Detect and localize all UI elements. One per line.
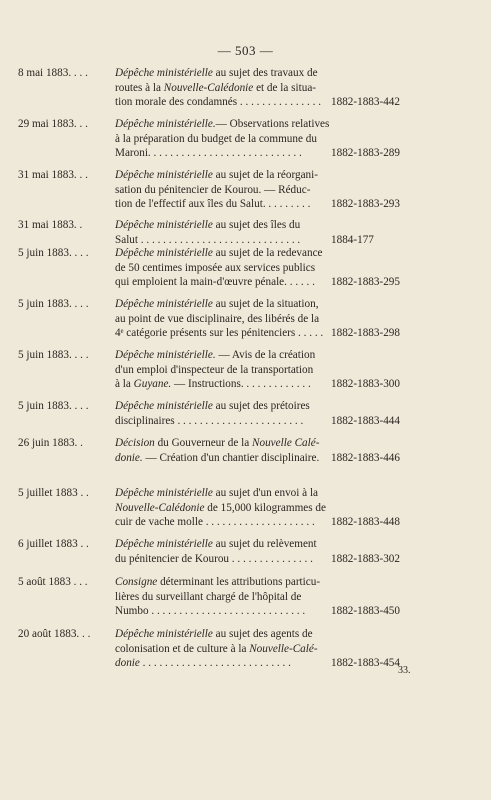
entry-date: 31 mai 1883. . .: [18, 169, 88, 181]
entry-description: [115, 348, 330, 392]
description-line: Dépêche ministérielle au sujet d'un envoi à la: [115, 487, 319, 499]
entry-reference: 1884-177: [331, 233, 374, 246]
entry-reference: 1882-1883-298: [331, 327, 400, 339]
entry-date: 6 juillet 1883 . .: [18, 538, 89, 550]
entry-reference: 1882-1883-446: [331, 451, 400, 464]
description-line: Dépêche ministérielle au sujet des travaux de: [115, 67, 318, 79]
entry-description: [115, 627, 330, 671]
entry-date: 29 mai 1883. . .: [18, 118, 88, 130]
entry-date: 8 mai 1883. . . .: [18, 67, 88, 79]
description-line: Dépêche ministérielle au sujet des agents de: [115, 628, 313, 640]
signature-mark: 33.: [398, 665, 411, 676]
entry-date: 5 juin 1883. . . .: [18, 349, 89, 361]
description-line: Salut . . . . . . . . . . . . . . . . . . . . . . . . . . . . .: [115, 233, 301, 246]
entry-date: 5 juin 1883. . . .: [18, 247, 89, 259]
entry-description: [115, 66, 330, 110]
entry-description: [115, 436, 330, 465]
description-line: Décision du Gouverneur de la Nouvelle Calé-: [115, 437, 320, 449]
description-line: tion morale des condamnés . . . . . . . . . . . . . . .: [115, 96, 322, 108]
description-line: tion de l'effectif aux îles du Salut. . . . . . . . .: [115, 198, 311, 210]
description-line: 4ᵉ catégorie présents sur les pénitenciers . . . . .: [115, 327, 324, 339]
entry-reference: 1882-1883-442: [331, 96, 400, 108]
description-line: Dépêche ministérielle au sujet des îles du: [115, 219, 301, 231]
description-line: routes à la Nouvelle-Calédonie et de la situa-: [115, 81, 317, 94]
description-line: sation du pénitencier de Kourou. — Réduc-: [115, 183, 311, 196]
entry-date: 31 mai 1883. .: [18, 219, 83, 231]
entry-reference: 1882-1883-300: [331, 378, 400, 390]
entry-description: [115, 575, 330, 619]
description-line: Dépêche ministérielle au sujet de la situation,: [115, 298, 319, 310]
entry-reference: 1882-1883-302: [331, 552, 400, 565]
description-line: d'un emploi d'inspecteur de la transportation: [115, 363, 314, 376]
page-number: — 503 —: [217, 43, 274, 58]
description-line: Dépêche ministérielle au sujet des prétoires: [115, 400, 310, 412]
entry-reference: 1882-1883-444: [331, 414, 400, 427]
entry-description: [115, 297, 330, 341]
entry-description: [115, 537, 330, 566]
description-line: disciplinaires . . . . . . . . . . . . . . . . . . . . . . .: [115, 414, 304, 427]
description-line: au point de vue disciplinaire, des libérés de la: [115, 312, 320, 325]
entry-date: 20 août 1883. . .: [18, 628, 91, 640]
entry-description: [115, 246, 330, 290]
description-line: Dépêche ministérielle au sujet de la réorgani-: [115, 169, 318, 181]
entry-description: [115, 117, 330, 161]
description-line: du pénitencier de Kourou . . . . . . . . . . . . . . .: [115, 552, 313, 565]
description-line: Dépêche ministérielle au sujet de la redevance: [115, 247, 323, 259]
entry-description: [115, 399, 330, 428]
description-line: donie. — Création d'un chantier disciplinaire.: [115, 451, 320, 464]
entry-reference: 1882-1883-295: [331, 276, 400, 288]
description-line: Maroni. . . . . . . . . . . . . . . . . . . . . . . . . . . .: [115, 147, 302, 159]
description-line: Consigne déterminant les attributions particu-: [115, 576, 321, 588]
entry-date: 5 juin 1883. . . .: [18, 400, 89, 412]
entry-date: 5 juin 1883. . . .: [18, 298, 89, 310]
description-line: colonisation et de culture à la Nouvelle-Calé-: [115, 642, 318, 655]
description-line: de 50 centimes imposée aux services publics: [115, 261, 316, 274]
description-line: Dépêche ministérielle.— Observations relatives: [115, 118, 330, 130]
description-line: Dépêche ministérielle au sujet du relèvement: [115, 538, 317, 550]
entry-date: 5 août 1883 . . .: [18, 576, 88, 588]
entry-description: [115, 218, 330, 247]
entry-reference: 1882-1883-293: [331, 198, 400, 210]
entry-description: [115, 486, 330, 530]
entry-date: 26 juin 1883. .: [18, 437, 83, 449]
description-line: à la Guyane. — Instructions. . . . . . . . . . . . .: [115, 378, 311, 390]
description-line: lières du surveillant chargé de l'hôpital de: [115, 590, 302, 603]
entry-reference: 1882-1883-289: [331, 147, 400, 159]
description-line: Numbo . . . . . . . . . . . . . . . . . . . . . . . . . . . .: [115, 605, 306, 617]
entry-date: 5 juillet 1883 . .: [18, 487, 89, 499]
description-line: donie . . . . . . . . . . . . . . . . . . . . . . . . . . .: [115, 657, 291, 669]
entry-reference: 1882-1883-454: [331, 657, 400, 669]
description-line: Dépêche ministérielle. — Avis de la création: [115, 349, 316, 361]
description-line: qui emploient la main-d'œuvre pénale. . . . . .: [115, 276, 315, 288]
description-line: à la préparation du budget de la commune du: [115, 132, 317, 145]
description-line: cuir de vache molle . . . . . . . . . . . . . . . . . . . .: [115, 516, 315, 528]
entry-reference: 1882-1883-450: [331, 605, 400, 617]
description-line: Nouvelle-Calédonie de 15,000 kilogrammes de: [115, 501, 326, 514]
entry-description: [115, 168, 330, 212]
entry-reference: 1882-1883-448: [331, 516, 400, 528]
